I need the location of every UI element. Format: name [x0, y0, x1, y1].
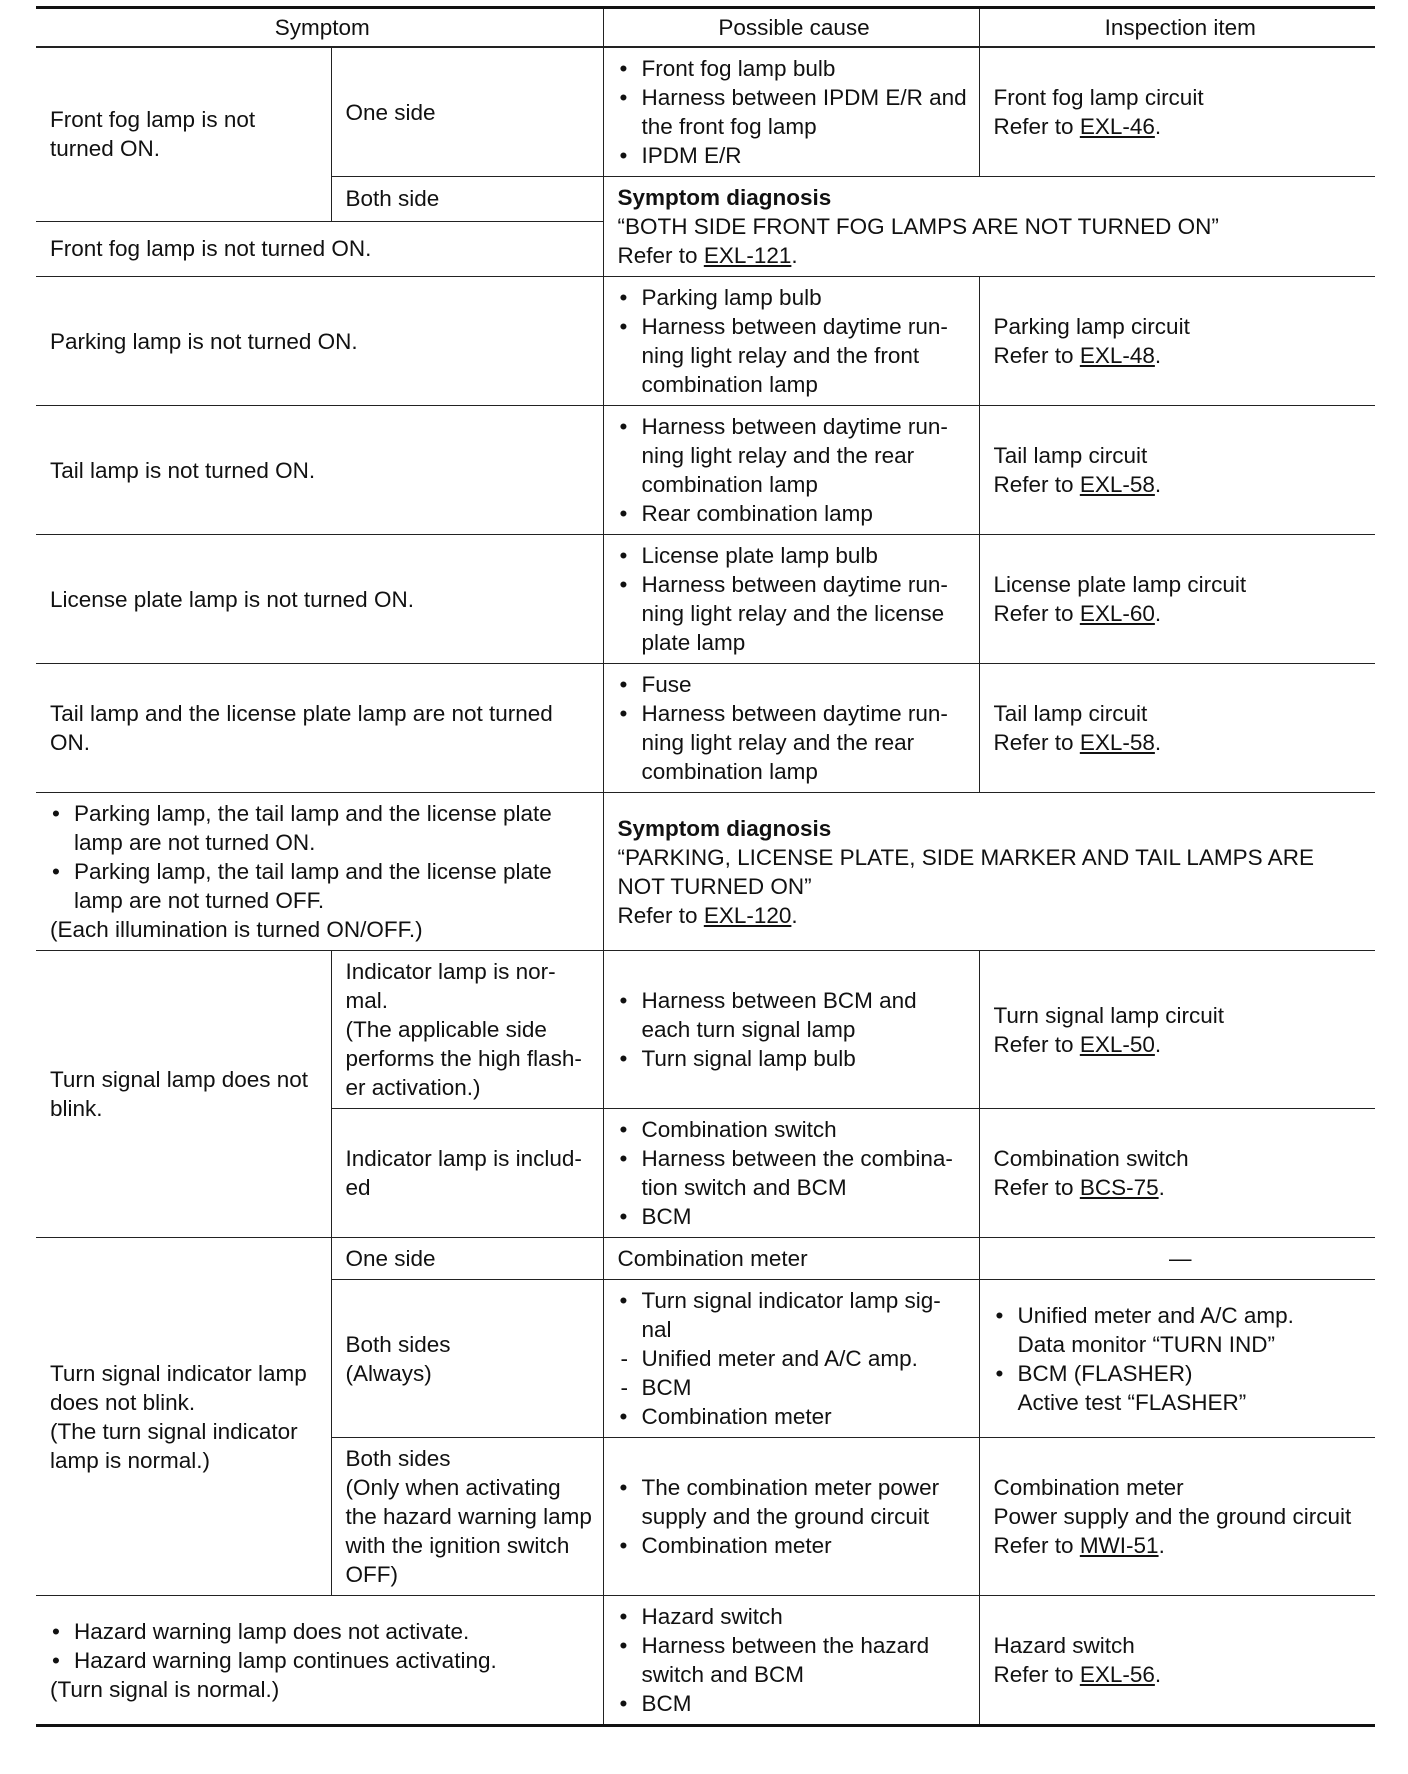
- condition-cell: Indicator lamp is includ-ed: [331, 1109, 603, 1238]
- symptom-table: [36, 6, 1375, 1727]
- period-text: .: [1158, 1175, 1165, 1200]
- symptom-label: Turn signal indicator lamp does not blink.: [50, 1360, 307, 1415]
- inspection-list: [994, 1301, 1368, 1417]
- cause-cell: [603, 47, 979, 177]
- inspection-cell: —: [979, 1238, 1375, 1280]
- reference-link[interactable]: EXL-50: [1079, 1031, 1155, 1057]
- cause-list: [618, 1473, 971, 1560]
- list-item: • Combination meter: [618, 1402, 971, 1431]
- inspection-label: Combination switch: [993, 1146, 1189, 1171]
- symptom-cell: Parking lamp is not turned ON.: [36, 277, 603, 406]
- inspection-label: Front fog lamp circuit: [993, 85, 1204, 110]
- condition-note: (Only when activating the hazard warning lamp with the ignition switch OFF): [345, 1475, 592, 1587]
- inspection-cell: [979, 1596, 1375, 1726]
- list-item: • IPDM E/R: [618, 141, 971, 170]
- list-item: • Fuse: [618, 670, 971, 699]
- list-item: • Harness between daytime run-ning light relay and the rear combination lamp: [618, 412, 971, 499]
- list-item: • BCM: [618, 1202, 971, 1231]
- period-text: .: [791, 902, 798, 928]
- inspection-label: • Unified meter and A/C amp.: [1017, 1302, 1294, 1328]
- diagnosis-cell: [603, 177, 1375, 277]
- inspection-label: • BCM (FLASHER): [1017, 1360, 1193, 1386]
- reference-link[interactable]: EXL-60: [1079, 601, 1155, 626]
- symptom-cell: Turn signal lamp does not blink.: [36, 951, 331, 1238]
- period-text: .: [1154, 114, 1162, 139]
- period-text: .: [1158, 1533, 1165, 1558]
- condition-note: (Always): [345, 1360, 432, 1386]
- table-row: [36, 1238, 1375, 1280]
- list-item: • Harness between BCM and each turn signal lamp: [618, 986, 971, 1044]
- list-item: • Front fog lamp bulb: [618, 54, 971, 83]
- list-item: • Hazard switch: [618, 1602, 971, 1631]
- refer-text: Refer to: [993, 472, 1074, 497]
- header-inspection-item: Inspection item: [979, 8, 1375, 48]
- reference-link[interactable]: MWI-51: [1079, 1533, 1159, 1558]
- symptom-note: (Turn signal is normal.): [50, 1676, 280, 1702]
- inspection-label: Tail lamp circuit: [993, 443, 1148, 468]
- diagnosis-title: Symptom diagnosis: [617, 185, 832, 210]
- condition-cell: One side: [331, 1238, 603, 1280]
- diagnosis-title: Symptom diagnosis: [617, 815, 832, 841]
- list-item: • Rear combination lamp: [618, 499, 971, 528]
- symptom-cell: Front fog lamp is not turned ON.: [36, 221, 603, 276]
- reference-link[interactable]: EXL-120: [703, 902, 792, 928]
- list-item: - Unified meter and A/C amp.: [618, 1344, 971, 1373]
- cause-cell: [603, 664, 979, 793]
- reference-link[interactable]: EXL-48: [1079, 343, 1155, 368]
- list-item: • Parking lamp, the tail lamp and the license plate lamp are not turned OFF.: [50, 857, 595, 915]
- reference-link[interactable]: EXL-58: [1079, 472, 1155, 497]
- inspection-cell: [979, 1280, 1375, 1438]
- list-item: • Parking lamp bulb: [618, 283, 971, 312]
- table-header-row: [36, 8, 1375, 48]
- cause-cell: [603, 1280, 979, 1438]
- list-item: • Harness between daytime run-ning light relay and the license plate lamp: [618, 570, 971, 657]
- list-item: • BCM: [618, 1689, 971, 1718]
- condition-label: Both sides: [345, 1331, 451, 1357]
- table-row: [36, 793, 1375, 951]
- cause-cell: [603, 406, 979, 535]
- period-text: .: [1154, 1662, 1162, 1687]
- list-item: • Harness between daytime run-ning light relay and the front combination lamp: [618, 312, 971, 399]
- refer-text: Refer to: [993, 1533, 1074, 1558]
- list-item: • Harness between the hazard switch and BCM: [618, 1631, 971, 1689]
- reference-link[interactable]: EXL-121: [703, 243, 792, 268]
- inspection-cell: [979, 664, 1375, 793]
- symptom-cell: [36, 1238, 331, 1596]
- list-item: • Harness between the combina-tion switch and BCM: [618, 1144, 971, 1202]
- list-item: • Parking lamp, the tail lamp and the license plate lamp are not turned ON.: [50, 799, 595, 857]
- condition-note: (The applicable side performs the high flash-er activation.): [345, 1017, 582, 1100]
- list-item: • Hazard warning lamp does not activate.: [50, 1617, 595, 1646]
- condition-cell: Both side: [331, 177, 603, 222]
- inspection-label: Hazard switch: [993, 1633, 1135, 1658]
- inspection-label: Turn signal lamp circuit: [993, 1002, 1224, 1028]
- table-row: [36, 406, 1375, 535]
- diagnosis-text: “BOTH SIDE FRONT FOG LAMPS ARE NOT TURNED ON”: [617, 214, 1219, 239]
- period-text: .: [791, 243, 798, 268]
- diagnosis-text: “PARKING, LICENSE PLATE, SIDE MARKER AND TAIL LAMPS ARE NOT TURNED ON”: [617, 844, 1314, 899]
- symptom-cell: License plate lamp is not turned ON.: [36, 535, 603, 664]
- list-item: • The combination meter power supply and the ground circuit: [618, 1473, 971, 1531]
- inspection-label: Tail lamp circuit: [993, 701, 1148, 726]
- cause-cell: [603, 535, 979, 664]
- cause-list: [618, 986, 971, 1073]
- inspection-detail: Data monitor “TURN IND”: [1017, 1331, 1276, 1357]
- inspection-cell: [979, 47, 1375, 177]
- condition-cell: [331, 1280, 603, 1438]
- cause-list: [618, 412, 971, 528]
- inspection-label: Parking lamp circuit: [993, 314, 1190, 339]
- diagnosis-cell: [603, 793, 1375, 951]
- list-item: • Turn signal lamp bulb: [618, 1044, 971, 1073]
- refer-text: Refer to: [993, 730, 1074, 755]
- symptom-list: [50, 1617, 595, 1675]
- cause-cell: Combination meter: [603, 1238, 979, 1280]
- table-row: [36, 535, 1375, 664]
- table-row: [36, 47, 1375, 177]
- refer-text: Refer to: [617, 902, 698, 928]
- inspection-detail: Power supply and the ground circuit: [993, 1504, 1352, 1529]
- reference-link[interactable]: EXL-56: [1079, 1662, 1155, 1687]
- list-item: • Harness between IPDM E/R and the front fog lamp: [618, 83, 971, 141]
- refer-text: Refer to: [993, 1662, 1074, 1687]
- condition-label: Indicator lamp is nor-mal.: [345, 959, 556, 1013]
- symptom-list: [50, 799, 595, 915]
- cause-list: [618, 1286, 971, 1431]
- period-text: .: [1154, 601, 1162, 626]
- cause-cell: [603, 1596, 979, 1726]
- reference-link[interactable]: EXL-58: [1079, 730, 1155, 755]
- cause-cell: [603, 1109, 979, 1238]
- refer-text: Refer to: [993, 1031, 1074, 1057]
- condition-cell: One side: [331, 47, 603, 177]
- refer-text: Refer to: [993, 114, 1074, 139]
- period-text: .: [1154, 730, 1162, 755]
- inspection-cell: [979, 1438, 1375, 1596]
- cause-cell: [603, 1438, 979, 1596]
- list-item: • Harness between daytime run-ning light relay and the rear combination lamp: [618, 699, 971, 786]
- inspection-label: Combination meter: [993, 1475, 1184, 1500]
- header-possible-cause: Possible cause: [603, 8, 979, 48]
- cause-list: [618, 670, 971, 786]
- refer-text: Refer to: [993, 343, 1074, 368]
- table-row: [36, 664, 1375, 793]
- reference-link[interactable]: EXL-46: [1079, 114, 1155, 139]
- refer-text: Refer to: [993, 601, 1074, 626]
- refer-text: Refer to: [993, 1175, 1074, 1200]
- diagnosis-sheet: [36, 6, 1375, 1727]
- list-item: [994, 1359, 1368, 1417]
- inspection-cell: [979, 277, 1375, 406]
- list-item: • Hazard warning lamp continues activating.: [50, 1646, 595, 1675]
- table-row: [36, 1596, 1375, 1726]
- period-text: .: [1154, 1031, 1162, 1057]
- list-item: • Combination meter: [618, 1531, 971, 1560]
- symptom-cell: [36, 793, 603, 951]
- symptom-cell: Front fog lamp is not turned ON.: [36, 47, 331, 221]
- cause-list: [618, 541, 971, 657]
- list-item: • Turn signal indicator lamp sig-nal: [618, 1286, 971, 1344]
- inspection-label: License plate lamp circuit: [993, 572, 1247, 597]
- inspection-detail: Active test “FLASHER”: [1017, 1389, 1247, 1415]
- table-row: [36, 277, 1375, 406]
- symptom-cell: Tail lamp is not turned ON.: [36, 406, 603, 535]
- refer-text: Refer to: [617, 243, 698, 268]
- condition-cell: [331, 951, 603, 1109]
- cause-list: [618, 1115, 971, 1231]
- cause-cell: [603, 951, 979, 1109]
- period-text: .: [1154, 472, 1162, 497]
- list-item: • License plate lamp bulb: [618, 541, 971, 570]
- table-row: [36, 951, 1375, 1109]
- list-item: [994, 1301, 1368, 1359]
- symptom-cell: [36, 1596, 603, 1726]
- inspection-cell: [979, 1109, 1375, 1238]
- cause-cell: [603, 277, 979, 406]
- symptom-cell: Tail lamp and the license plate lamp are not turned ON.: [36, 664, 603, 793]
- reference-link[interactable]: BCS-75: [1079, 1175, 1159, 1200]
- condition-cell: [331, 1438, 603, 1596]
- inspection-cell: [979, 406, 1375, 535]
- period-text: .: [1154, 343, 1162, 368]
- cause-list: [618, 1602, 971, 1718]
- inspection-cell: [979, 535, 1375, 664]
- condition-label: Both sides: [345, 1446, 451, 1471]
- list-item: - BCM: [618, 1373, 971, 1402]
- list-item: • Combination switch: [618, 1115, 971, 1144]
- inspection-cell: [979, 951, 1375, 1109]
- symptom-note: (The turn signal indicator lamp is normal.): [50, 1418, 298, 1473]
- header-symptom: Symptom: [36, 8, 603, 48]
- cause-list: [618, 54, 971, 170]
- symptom-note: (Each illumination is turned ON/OFF.): [50, 917, 423, 942]
- cause-list: [618, 283, 971, 399]
